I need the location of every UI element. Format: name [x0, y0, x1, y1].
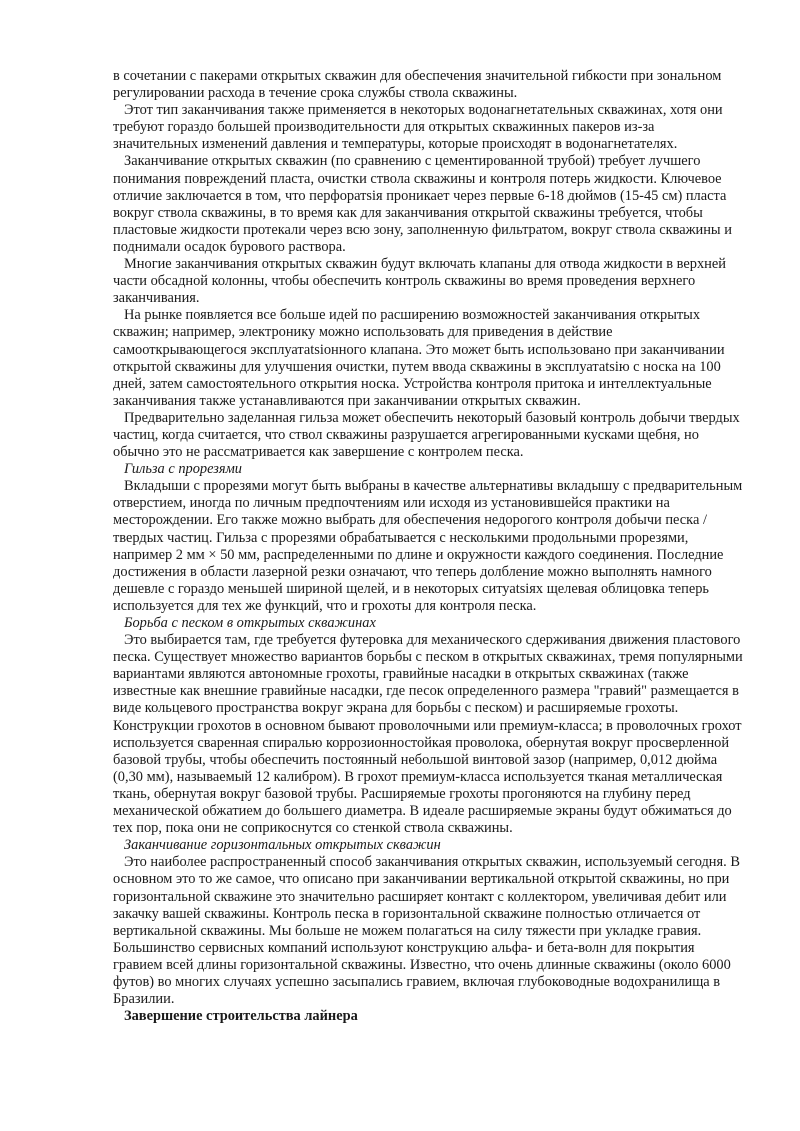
- paragraph-slotted-liner: Вкладыши с прорезями могут быть выбраны в качестве альтернативы вкладышу с предварительным отверстием, иногда по личным предпочтениям или исходя из установившейся практики на месторождении. Его также можно выбрать для обеспечения недорогого контроля добычи песка / твердых частиц. Гильза с прорезями обрабатывается с несколькими продольными прорезями, например 2 мм × 50 мм, распределенными по длине и окружности каждого соединения. Последние достижения в области лазерной резки означают, что теперь долбление можно выполнять намного дешевле с гораздо меньшей шириной щелей, и в некоторых ситуаtsiях щелевая облицовка теперь используется для тех же функций, что и грохоты для контроля песка.: [113, 478, 743, 614]
- paragraph-open-hole-vs-cemented: Заканчивание открытых скважин (по сравнению с цементированной трубой) требует лучшего понимания повреждений пласта, очистки ствола скважины и контроля потерь жидкости. Ключевое отличие заключается в том, что перфоратsiя проникает через первые 6-18 дюймов (15-45 см) пласта вокруг ствола скважины, в то время как для заканчивания открытой скважины требуется, чтобы пластовые жидкости протекали через всю зону, заполненную фильтратом, вокруг ствола скважины и поднимали осадок бурового раствора.: [113, 153, 732, 255]
- document-page: [113, 68, 743, 1025]
- paragraph-sand-control: Это выбирается там, где требуется футеровка для механического сдерживания движения пластового песка. Существует множество вариантов борьбы с песком в открытых скважинах, тремя популярными вариантами являются автономные грохоты, гравийные насадки в открытых скважинах (также известные как внешние гравийные насадки, где песок определенного размера "гравий" размещается в виде кольцевого пространства вокруг экрана для борьбы с песком) и расширяемые грохоты. Конструкции грохотов в основном бывают проволочными или премиум-класса; в проволочных грохот используется сваренная спиралью коррозионностойкая проволока, обернутая вокруг просверленной базовой трубы, чтобы обеспечить постоянный небольшой винтовой зазор (например, 0,012 дюйма (0,30 мм), называемый 12 калибром). В грохот премиум-класса используется тканая металлическая ткань, обернутая вокруг базовой трубы. Расширяемые грохоты прогоняются на глубину перед механической обжатием до большего диаметра. В идеале расширяемые экраны будут обжиматься до тех пор, пока они не соприкоснутся со стенкой ствола скважины.: [113, 632, 743, 837]
- heading-horizontal-completion: Заканчивание горизонтальных открытых скважин: [124, 837, 441, 854]
- paragraph-continuation: в сочетании с пакерами открытых скважин для обеспечения значительной гибкости при зональном регулировании расхода в течение срока службы ствола скважины.: [113, 68, 722, 102]
- heading-sand-control: Борьба с песком в открытых скважинах: [124, 615, 376, 631]
- paragraph-horizontal-completion: Это наиболее распространенный способ заканчивания открытых скважин, используемый сегодня. В основном это то же самое, что описано при заканчивании вертикальной открытой скважины, но при горизонтальной скважине это значительно расширяет контакт с коллектором, увеличивая дебит или закачку вашей скважины. Контроль песка в горизонтальной скважине полностью отличается от вертикальной скважины. Мы больше не можем полагаться на силу тяжести при укладке гравия. Большинство сервисных компаний используют конструкцию альфа- и бета-волн для покрытия гравием всей длины горизонтальной скважины. Известно, что очень длинные скважины (около 6000 футов) во многих случаях успешно засыпались гравием, включая глубоководные водохранилища в Бразилии.: [113, 854, 740, 1008]
- paragraph-valves: Многие заканчивания открытых скважин будут включать клапаны для отвода жидкости в верхней части обсадной колонны, чтобы обеспечить контроль скважины во время проведения верхнего заканчивания.: [113, 256, 726, 307]
- paragraph-water-injection: Этот тип заканчивания также применяется в некоторых водонагнетательных скважинах, хотя они требуют гораздо большей производительности для открытых скважинных пакеров из-за значительных изменений давления и температуры, которые происходят в водонагнетателях.: [113, 102, 723, 153]
- heading-slotted-liner: Гильза с прорезями: [124, 461, 242, 478]
- heading-liner-completion: Завершение строительства лайнера: [124, 1008, 358, 1025]
- paragraph-pre-drilled-liner: Предварительно заделанная гильза может обеспечить некоторый базовый контроль добычи твердых частиц, когда считается, что ствол скважины разрушается агрегированными кусками щебня, но обычно это не рассматривается как завершение с контролем песка.: [113, 409, 740, 461]
- paragraph-market-ideas: На рынке появляется все больше идей по расширению возможностей заканчивания открытых скважин; например, электронику можно использовать для приведения в действие самооткрывающегося эксплуатаtsiонного клапана. Это может быть использовано при заканчивании открытой скважины для улучшения очистки, путем ввода скважины в эксплуатаtsiю с носка на 100 дней, затем самостоятельного открытия носка. Устройства контроля притока и интеллектуальные заканчивания также устанавливаются при заканчивании открытых скважин.: [113, 307, 725, 409]
